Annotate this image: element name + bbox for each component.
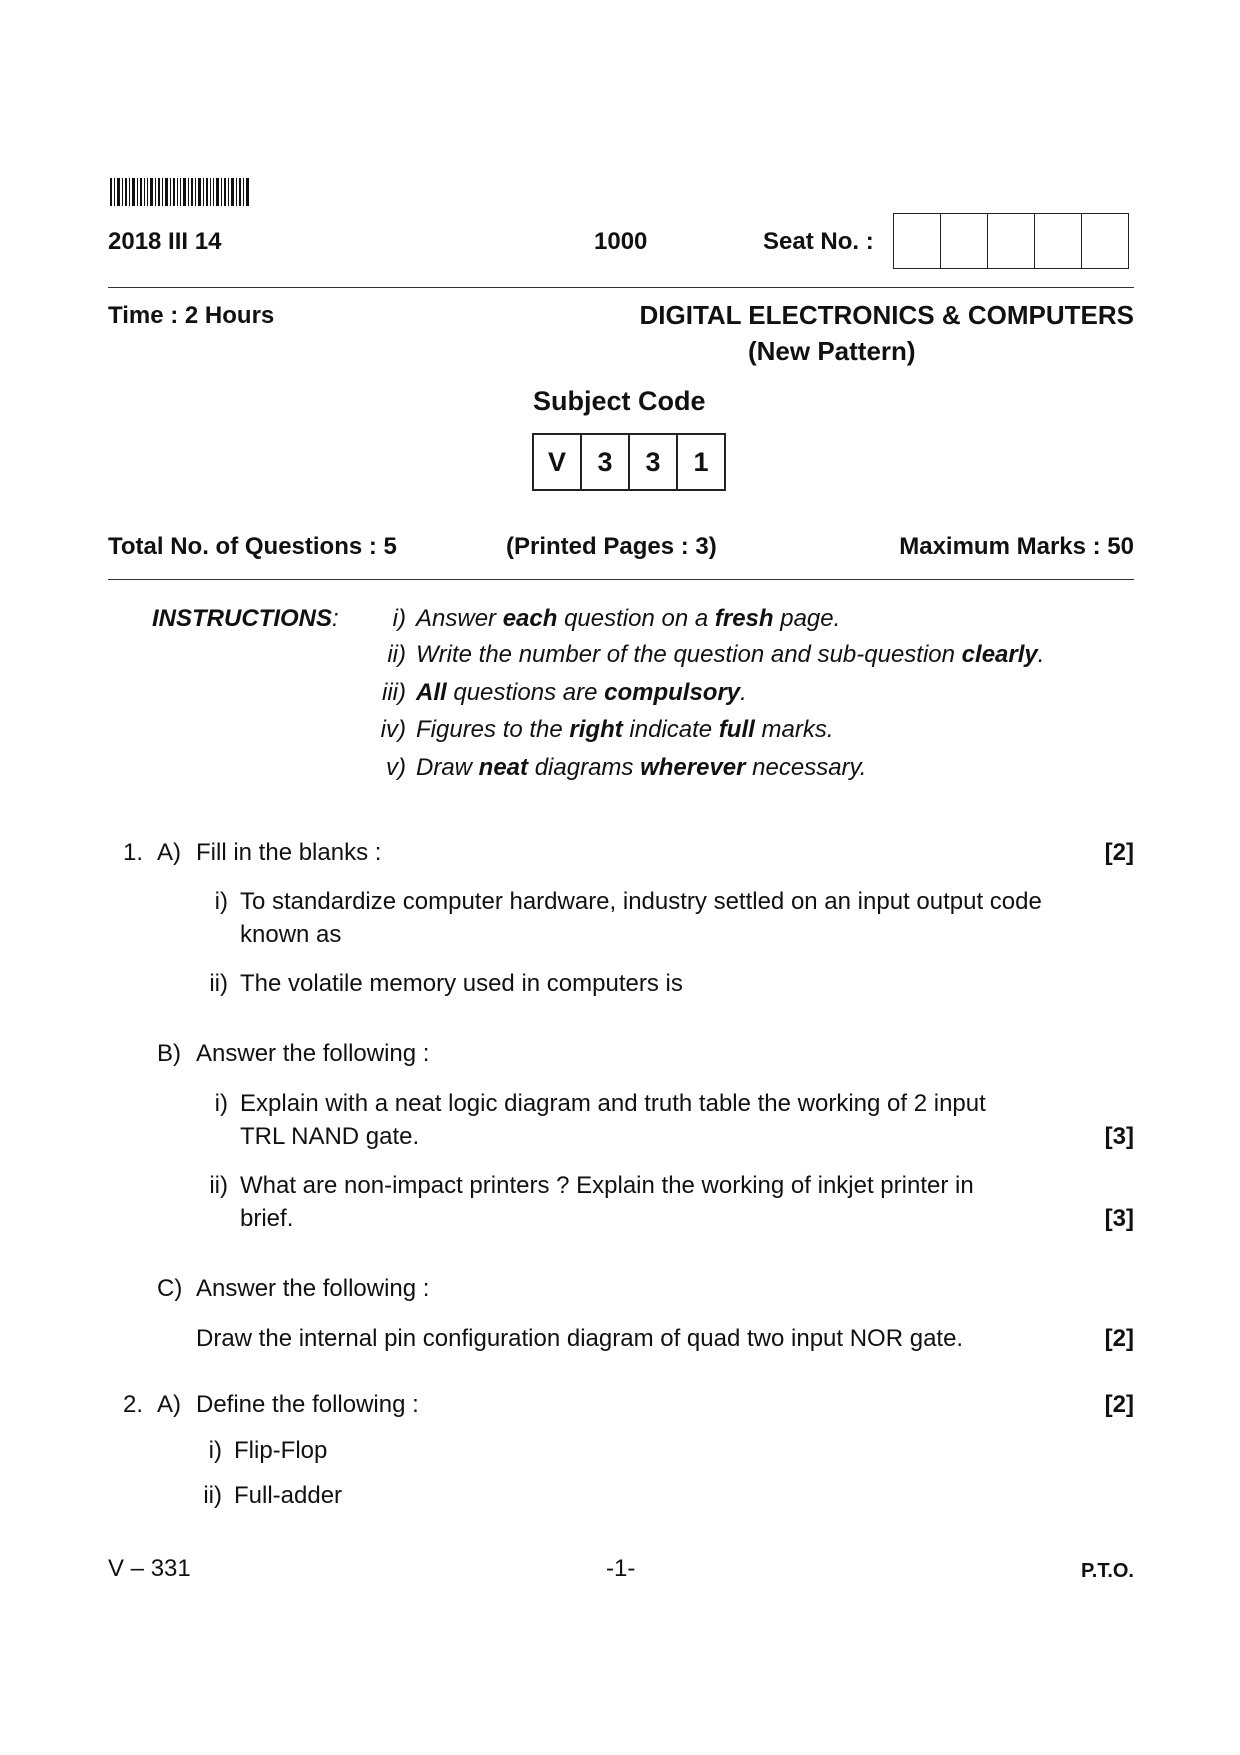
part-text: Answer the following : xyxy=(196,1040,430,1067)
page-number: -1- xyxy=(606,1555,636,1582)
instruction-number: i) xyxy=(392,605,406,632)
header-divider xyxy=(108,287,1134,288)
seat-box[interactable] xyxy=(894,214,940,268)
sub-question-text: Draw the internal pin configuration diagram of quad two input NOR gate. xyxy=(196,1325,964,1352)
marks: [3] xyxy=(1104,1205,1134,1232)
pattern: (New Pattern) xyxy=(748,336,916,366)
sub-number: ii) xyxy=(209,970,228,997)
sub-question-text: Explain with a neat logic diagram and truth table the working of 2 input xyxy=(240,1090,986,1117)
sub-question-text: The volatile memory used in computers is xyxy=(240,970,683,997)
code-digit: 3 xyxy=(628,435,676,489)
instruction-text: Figures to the right indicate full marks. xyxy=(416,716,834,743)
sub-question-text: Full-adder xyxy=(234,1482,343,1509)
part-label: A) xyxy=(157,839,181,866)
part-label: B) xyxy=(157,1040,181,1067)
sub-number: ii) xyxy=(209,1172,228,1199)
part-text: Define the following : xyxy=(196,1391,419,1418)
subject-title: DIGITAL ELECTRONICS & COMPUTERS xyxy=(639,300,1134,330)
pto: P.T.O. xyxy=(1081,1560,1134,1582)
question-number: 1. xyxy=(123,839,144,866)
instruction-text: All questions are compulsory. xyxy=(416,679,747,706)
instruction-number: iv) xyxy=(380,716,406,743)
part-label: C) xyxy=(157,1275,183,1302)
code-digit: V xyxy=(547,447,566,477)
question-number: 2. xyxy=(123,1391,144,1418)
subject-code-label: Subject Code xyxy=(533,386,706,416)
sub-question-text: To standardize computer hardware, industry settled on an input output code xyxy=(240,888,1042,915)
subject-code xyxy=(532,433,726,491)
sub-question-text: Flip-Flop xyxy=(234,1437,328,1464)
count: 1000 xyxy=(594,228,648,255)
seat-box[interactable] xyxy=(987,214,1034,268)
seat-number-boxes[interactable] xyxy=(893,213,1129,269)
code-digit: 3 xyxy=(580,435,628,489)
total-questions: Total No. of Questions : 5 xyxy=(108,533,397,560)
header-divider xyxy=(108,579,1134,580)
sub-number: i) xyxy=(208,1437,222,1464)
marks: [2] xyxy=(1104,839,1134,866)
instruction-text: Answer each question on a fresh page. xyxy=(416,605,841,632)
code-digit: 1 xyxy=(676,435,724,489)
seat-box[interactable] xyxy=(1034,214,1081,268)
marks: [2] xyxy=(1104,1325,1134,1352)
sub-number: i) xyxy=(214,1090,228,1117)
part-text: Answer the following : xyxy=(196,1275,430,1302)
instruction-number: v) xyxy=(386,754,406,781)
sub-question-text: What are non-impact printers ? Explain the working of inkjet printer in xyxy=(240,1172,974,1199)
marks: [3] xyxy=(1104,1123,1134,1150)
footer-code: V – 331 xyxy=(108,1555,191,1582)
time: Time : 2 Hours xyxy=(108,302,275,329)
instruction-number: iii) xyxy=(382,679,406,706)
sub-number: ii) xyxy=(203,1482,222,1509)
sub-question-text: brief. xyxy=(240,1205,294,1232)
exam-code: 2018 III 14 xyxy=(108,228,222,255)
printed-pages: (Printed Pages : 3) xyxy=(506,533,717,560)
seat-label: Seat No. : xyxy=(763,228,874,255)
marks: [2] xyxy=(1104,1391,1134,1418)
part-label: A) xyxy=(157,1391,181,1418)
instruction-text: Write the number of the question and sub-question clearly. xyxy=(416,641,1045,668)
sub-question-text: known as xyxy=(240,921,342,948)
max-marks: Maximum Marks : 50 xyxy=(899,533,1134,560)
instructions-label: INSTRUCTIONS: xyxy=(152,605,339,632)
seat-box[interactable] xyxy=(1081,214,1128,268)
sub-question-text: TRL NAND gate. xyxy=(240,1123,420,1150)
barcode xyxy=(110,178,251,206)
sub-number: i) xyxy=(214,888,228,915)
seat-box[interactable] xyxy=(940,214,987,268)
instruction-text: Draw neat diagrams wherever necessary. xyxy=(416,754,867,781)
instruction-number: ii) xyxy=(387,641,406,668)
part-text: Fill in the blanks : xyxy=(196,839,382,866)
